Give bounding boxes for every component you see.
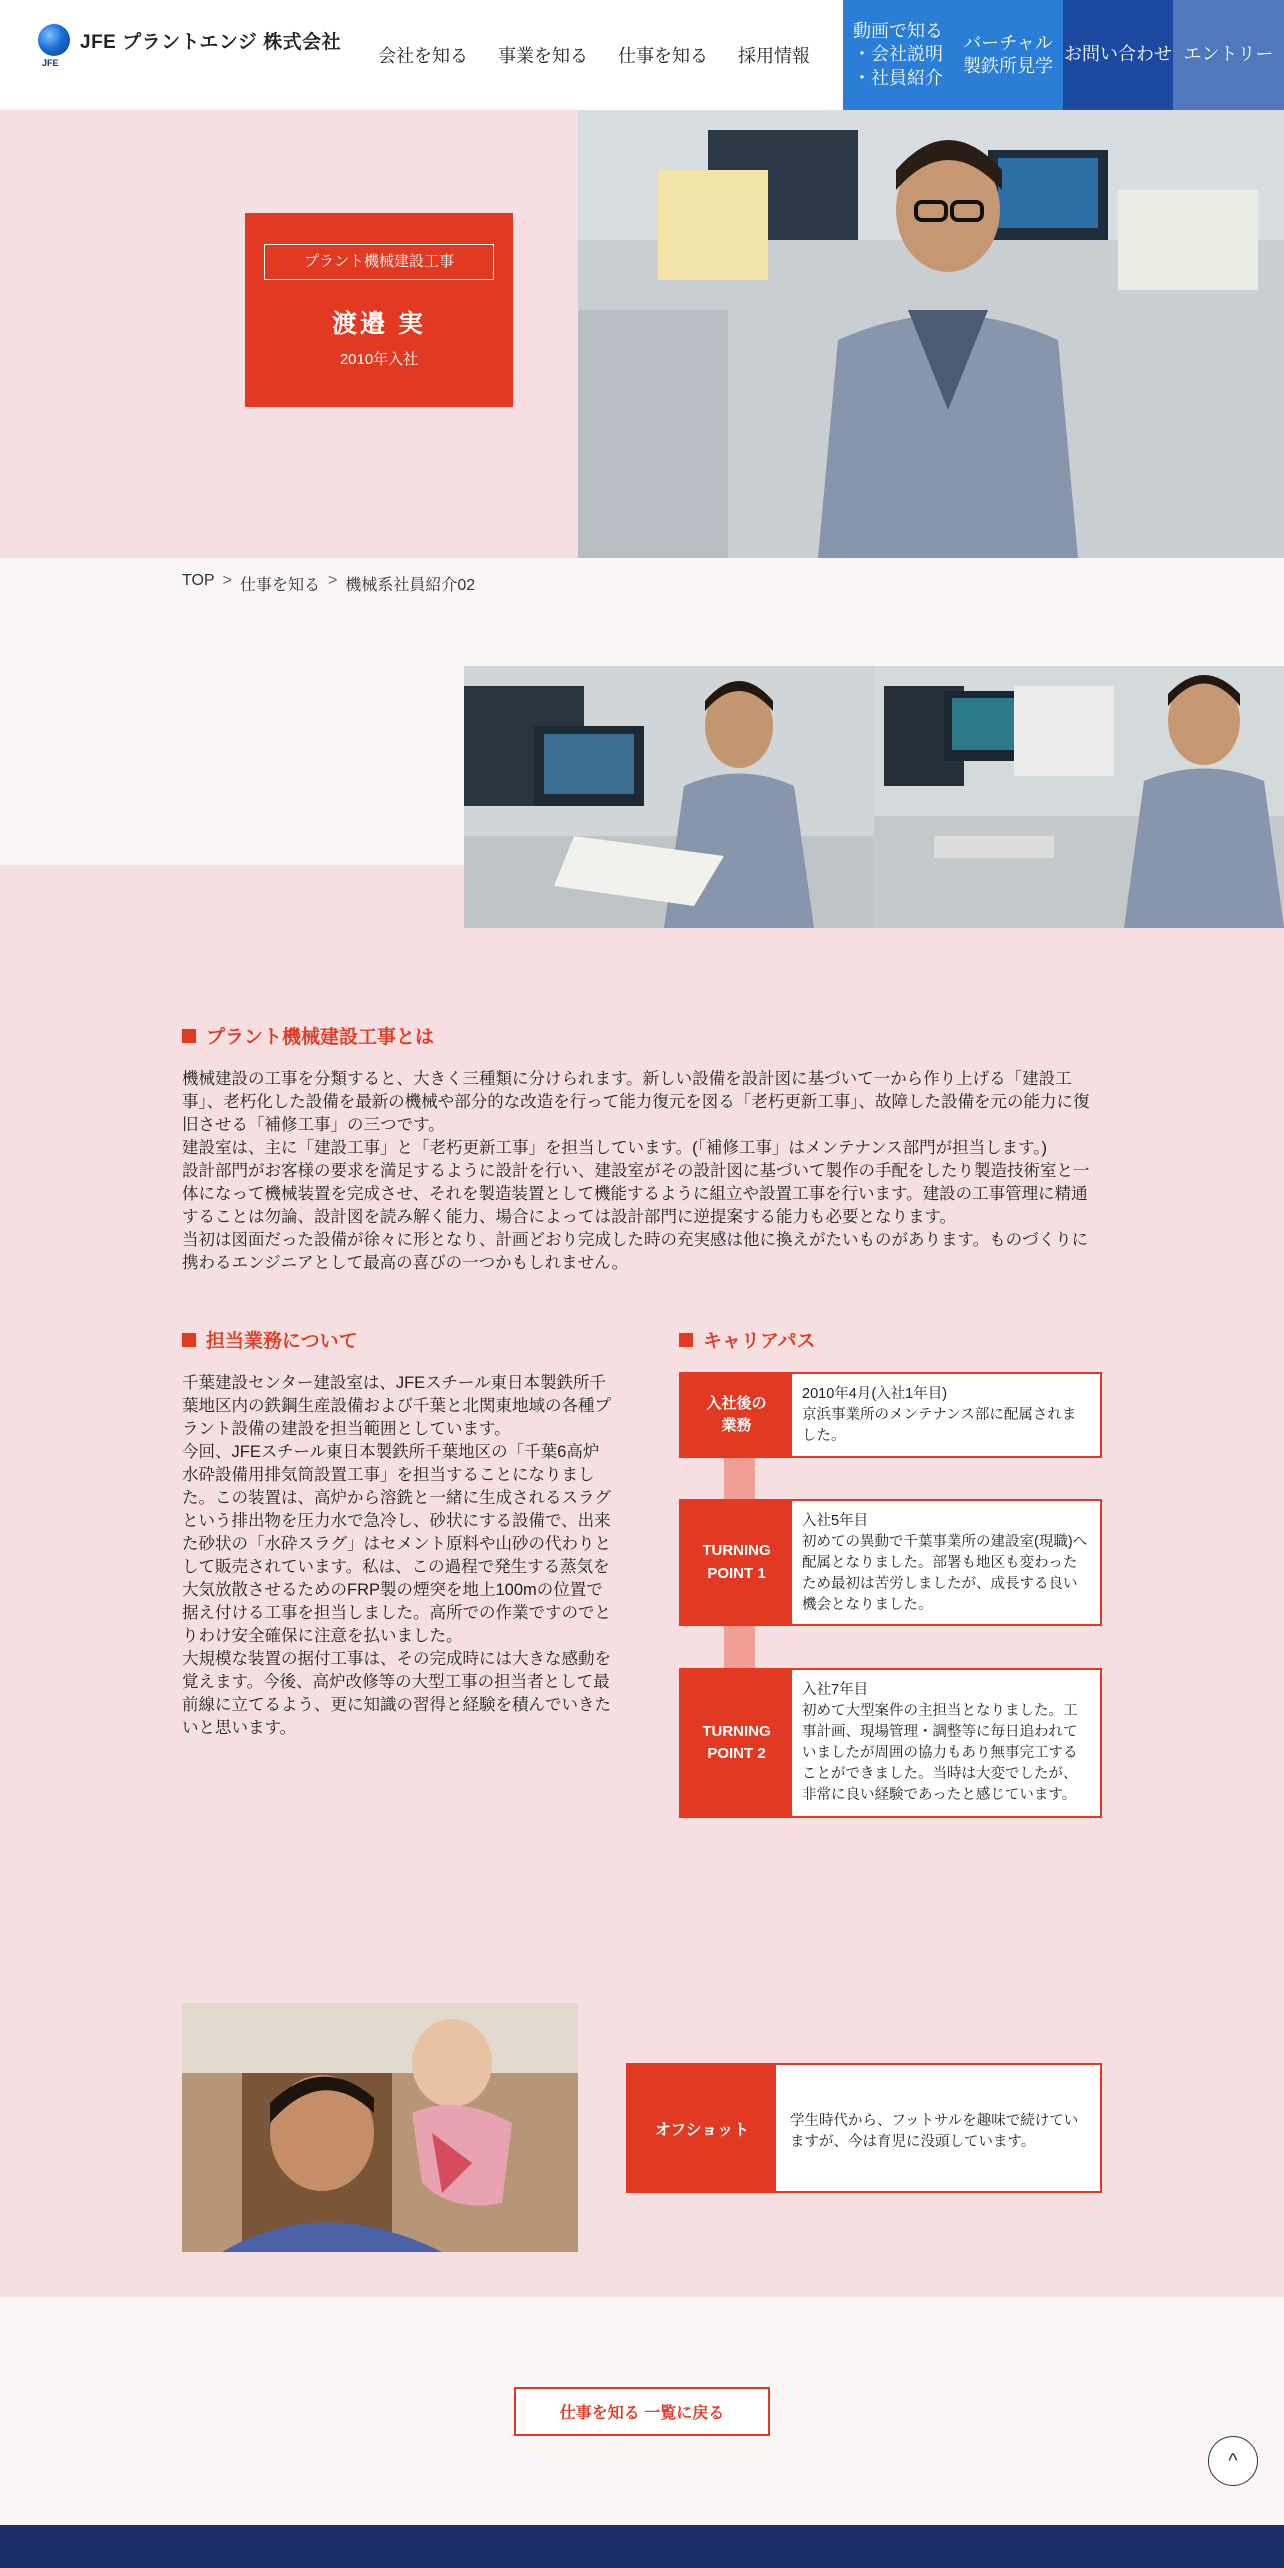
- heading-square-icon: [182, 1333, 196, 1347]
- scroll-top-button[interactable]: [1208, 2436, 1258, 2486]
- hero-section: [0, 110, 1284, 558]
- offshot-box: [626, 2063, 1102, 2193]
- video-button[interactable]: [843, 0, 953, 110]
- virtual-tour-button[interactable]: [953, 0, 1063, 110]
- join-year: 2010年入社: [339, 351, 419, 368]
- career-step-label: 入社後の 業務: [681, 1374, 792, 1456]
- profile-card: [245, 213, 513, 407]
- section-heading-career: [679, 1326, 815, 1353]
- career-connector: [724, 1458, 755, 1499]
- chevron-up-icon: ^: [1228, 2449, 1238, 2472]
- work-photo-desk: [874, 666, 1284, 928]
- site-header: [0, 0, 1284, 110]
- career-step-text: 2010年4月(入社1年目) 京浜事業所のメンテナンス部に配属されました。: [802, 1386, 1077, 1444]
- heading-square-icon: [182, 1029, 196, 1043]
- breadcrumb-separator: >: [222, 572, 232, 589]
- breadcrumb-top[interactable]: TOP: [182, 572, 215, 589]
- work-photo-reading: [464, 666, 874, 928]
- jfe-globe-icon: [38, 24, 70, 56]
- entry-label: エントリー: [1183, 44, 1274, 65]
- nav-item-work[interactable]: 仕事を知る: [618, 46, 708, 66]
- breadcrumb-current: 機械系社員紹介02: [345, 577, 476, 594]
- section-heading-plant: [182, 1022, 434, 1049]
- section-body-duties: 千葉建設センター建設室は、JFEスチール東日本製鉄所千葉地区内の鉄鋼生産設備および千葉と北関東地域の各種プラント設備の建設を担当範囲としています。 今回、JFEスチール東日本製鉄所千葉地区の「千葉6高炉水砕設備用排気筒設置工事」を担当することになりました。この装置は、高炉から溶銑と一緒に生成されるスラグという排出物を圧力水で急冷し、砂状にする設備で、出来た砂状の「水砕スラグ」はセメント原料や山砂の代わりとして販売されています。私は、この過程で発生する蒸気を大気放散させるためのFRP製の煙突を地上100mの位置で据え付ける工事を担当しました。高所での作業ですのでとりわけ安全確保に注意を払いました。 大規模な装置の据付工事は、その完成時には大きな感動を覚えます。今後、高炉改修等の大型工事の担当者として最前線に立てるよう、更に知識の習得と経験を積んでいきたいと思います。: [182, 1374, 611, 1737]
- career-step: [679, 1668, 1102, 1818]
- employee-name: 渡邉 実: [332, 310, 426, 338]
- logo-text: JFE プラントエンジ 株式会社: [80, 31, 342, 53]
- section-title: 担当業務について: [206, 1331, 358, 1352]
- career-step-text: 入社7年目 初めて大型案件の主担当となりました。工事計画、現場管理・調整等に毎日追われていましたが周囲の協力もあり無事完工することができました。当時は大変でしたが、非常に良い経験であったと感じています。: [802, 1682, 1078, 1803]
- logo-sub-text: JFE: [42, 58, 59, 68]
- breadcrumb: [182, 572, 475, 595]
- department-label: プラント機械建設工事: [264, 244, 494, 280]
- back-to-list-button[interactable]: 仕事を知る 一覧に戻る: [514, 2387, 770, 2436]
- contact-label: お問い合わせ: [1064, 44, 1172, 65]
- offshot-label: オフショット: [628, 2065, 776, 2191]
- breadcrumb-work[interactable]: 仕事を知る: [239, 577, 320, 594]
- nav-item-recruit[interactable]: 採用情報: [738, 46, 810, 66]
- company-logo[interactable]: [38, 24, 342, 68]
- virtual-tour-label: バーチャル 製鉄所見学: [963, 32, 1053, 76]
- career-connector: [724, 1626, 755, 1668]
- section-body-plant: 機械建設の工事を分類すると、大きく三種類に分けられます。新しい設備を設計図に基づいて一から作り上げる「建設工事」、老朽化した設備を最新の機械や部分的な改造を行って能力復元を図る「老朽更新工事」、故障した設備を元の能力に復旧させる「補修工事」の三つです。 建設室は、主に「建設工事」と「老朽更新工事」を担当しています。(「補修工事」はメンテナンス部門が担当します。) 設計部門がお客様の要求を満足するように設計を行い、建設室がその設計図に基づいて製作の手配をしたり製造技術室と一体になって機械装置を完成させ、それを製造装置として機能するように組立や設置工事を行います。建設の工事管理に精通することは勿論、設計図を読み解く能力、場合によっては設計部門に逆提案する能力も必要となります。 当初は図面だった設備が徐々に形となり、計画どおり完成した時の充実感は他に換えがたいものがあります。ものづくりに携わるエンジニアとして最高の喜びの一つかもしれません。: [182, 1070, 1090, 1272]
- offshot-photo: [182, 2003, 578, 2252]
- employee-portrait-photo: [578, 110, 1284, 558]
- career-step-label: TURNING POINT 1: [681, 1501, 792, 1624]
- contact-button[interactable]: [1063, 0, 1173, 110]
- career-step: [679, 1372, 1102, 1458]
- breadcrumb-separator: >: [327, 572, 338, 589]
- nav-item-business[interactable]: 事業を知る: [498, 46, 588, 66]
- career-step: [679, 1499, 1102, 1626]
- work-photos: [464, 666, 1284, 928]
- site-footer: [0, 2525, 1284, 2568]
- video-button-label: 動画で知る ・会社説明 ・社員紹介: [853, 20, 943, 88]
- heading-square-icon: [679, 1333, 693, 1347]
- career-step-text: 入社5年目 初めての異動で千葉事業所の建設室(現職)へ配属となりました。部署も地区も変わったため最初は苦労しましたが、成長する良い機会となりました。: [802, 1513, 1088, 1613]
- main-nav: [378, 0, 810, 110]
- section-title: プラント機械建設工事とは: [206, 1027, 435, 1048]
- entry-button[interactable]: [1173, 0, 1284, 110]
- career-step-label: TURNING POINT 2: [681, 1670, 792, 1816]
- section-title: キャリアパス: [703, 1331, 816, 1352]
- section-heading-duties: [182, 1326, 358, 1353]
- offshot-text: 学生時代から、フットサルを趣味で続けていますが、今は育児に没頭しています。: [790, 2113, 1079, 2150]
- nav-item-company[interactable]: 会社を知る: [378, 46, 468, 66]
